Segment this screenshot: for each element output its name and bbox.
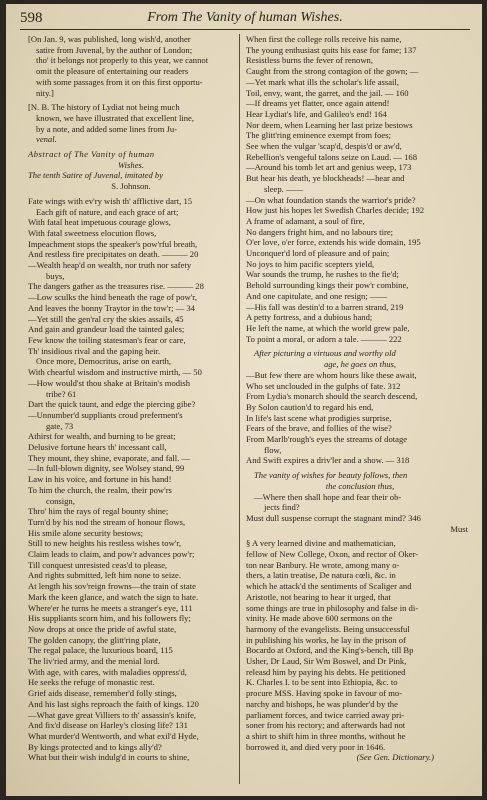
verse-line: —Where then shall hope and fear their ob- bbox=[254, 491, 402, 502]
verse-line: No joys to him pacific scepters yield, bbox=[246, 258, 375, 269]
verse-line: —Around his tomb let art and genius weep, 173 bbox=[246, 162, 412, 173]
intro-note-line: with some passages from it on this first opportu- bbox=[36, 76, 203, 87]
intro-note-line: satire from Juvenal, by the author of London; bbox=[36, 44, 193, 55]
verse-line: In life's last scene what prodigies surprise, bbox=[246, 412, 392, 423]
nb-note-line: by a note, and added some lines from Ju- bbox=[36, 123, 178, 134]
verse-line: But hear his death, ye blockheads! —hear and bbox=[246, 173, 405, 184]
verse-line: —If dreams yet flatter, once again attend! bbox=[246, 98, 390, 109]
footnote-line: procure MSS. Having spoke in favour of mo- bbox=[246, 688, 403, 699]
footnote-line: Usher, Dr Laud, Sir Wm Boswel, and Dr Pink, bbox=[246, 656, 407, 667]
verse-line: The liv'ried army, and the menial lord. bbox=[28, 656, 160, 667]
verse-line: How just his hopes let Swedish Charles decide; 192 bbox=[246, 205, 425, 216]
verse-line: Turn'd by his nod the stream of honour flows, bbox=[28, 516, 186, 527]
verse-line: And Swift expires a driv'ler and a show. — 318 bbox=[246, 455, 410, 466]
verse-line: From Lydia's monarch should the search descend, bbox=[246, 391, 418, 402]
verse-line: Toil, envy, want, the garret, and the jail. — 160 bbox=[246, 87, 409, 98]
nb-note-line: [N. B. The history of Lydiat not being much bbox=[28, 102, 180, 113]
prose-link: the conclusion thus, bbox=[325, 480, 395, 491]
verse-line: They mount, they shine, evaporate, and fall. — bbox=[28, 452, 191, 463]
verse-line: —Low sculks the hind beneath the rage of pow'r, bbox=[28, 292, 197, 303]
footnote-line: a shirt to shift him in three months, without he bbox=[246, 731, 406, 741]
verse-line: —How would'st thou shake at Britain's modish bbox=[28, 377, 191, 388]
verse-line: See when the vulgar 'scap'd, despis'd or aw'd, bbox=[246, 141, 402, 152]
verse-line: He seeks the refuge of monastic rest. bbox=[28, 677, 155, 688]
footnote-line: borrowed it, and died very poor in 1646. bbox=[246, 741, 386, 752]
verse-line: Unconquer'd lord of pleasure and of pain; bbox=[246, 248, 390, 259]
abstract-heading: Abstract of The Vanity of human bbox=[28, 149, 155, 160]
verse-line: Dart the quick taunt, and edge the piercing gibe? bbox=[28, 399, 196, 410]
verse-line: —Yet mark what ills the scholar's life assail, bbox=[246, 76, 399, 87]
verse-line: Caught from the strong contagion of the gown; — bbox=[246, 66, 419, 77]
prose-link: The vanity of wishes for beauty follows, then bbox=[254, 470, 408, 481]
verse-line: To point a moral, or adorn a tale. ——— 222 bbox=[246, 333, 402, 344]
verse-line: Behold surrounding kings their pow'r combine, bbox=[246, 280, 409, 291]
verse-line: Must dull suspense corrupt the stagnant mind? 346 bbox=[246, 512, 421, 523]
verse-line: When first the college rolls receive his name, bbox=[246, 34, 402, 44]
verse-line: Th' insidious rival and the gaping heir. bbox=[28, 345, 161, 356]
verse-line: With age, with cares, with maladies oppress'd, bbox=[28, 666, 187, 677]
footnote-line: narchy and bishops, he was plunder'd by the bbox=[246, 698, 398, 709]
page-number: 598 bbox=[20, 10, 43, 26]
verse-line: buys, bbox=[46, 270, 65, 281]
verse-line: Hear Lydiat's life, and Galileo's end! 164 bbox=[246, 108, 387, 119]
verse-line: A petty fortress, and a dubious hand; bbox=[246, 312, 373, 323]
verse-line: From Marlb'rough's eyes the streams of dotage bbox=[246, 434, 408, 445]
verse-line: And rights submitted, left him none to seize. bbox=[28, 570, 181, 581]
nb-note-line: venal. bbox=[36, 134, 57, 145]
verse-line: Grief aids disease, remember'd folly stings, bbox=[28, 688, 177, 699]
verse-line: Few know the toiling statesman's fear or care, bbox=[28, 334, 186, 345]
verse-line: With fatal sweetness elocution flows, bbox=[28, 227, 157, 238]
verse-line: —But few there are whom hours like these await, bbox=[246, 369, 417, 380]
right-column bbox=[246, 34, 474, 763]
verse-line: Nor deem, when Learning her last prize bestows bbox=[246, 119, 413, 130]
verse-line: And restless fire precipitates on death. ——— 20 bbox=[28, 249, 199, 260]
verse-line: Rebellion's vengeful talons seize on Laud. — 168 bbox=[246, 151, 417, 162]
footnote-line: ton near Banbury. He wrote, among many o- bbox=[246, 559, 400, 570]
verse-line: Impeachment stops the speaker's pow'rful breath, bbox=[28, 238, 198, 249]
left-column bbox=[28, 34, 234, 763]
verse-line: —What gave great Villiers to th' assassin's knife, bbox=[28, 709, 197, 720]
intro-note-line: nity.] bbox=[36, 87, 54, 98]
verse-line: What but their wish indulg'd in courts to shine, bbox=[28, 752, 190, 763]
verse-line: What murder'd Wentworth, and what exil'd Hyde, bbox=[28, 731, 199, 741]
intro-note-line: tho' it belongs not properly to this year, we cannot bbox=[36, 55, 209, 66]
verse-line: With fatal heat impetuous courage glows, bbox=[28, 217, 171, 228]
verse-line: The regal palace, the luxurious board, 115 bbox=[28, 645, 173, 656]
verse-line: And gain and grandeur load the tainted gales; bbox=[28, 324, 185, 335]
footnote-line: parliament forces, and twice carried away pri- bbox=[246, 709, 405, 720]
subtitle-line: The tenth Satire of Juvenal, imitated by bbox=[28, 170, 164, 181]
verse-line: His suppliants scorn him, and his followers fly; bbox=[28, 613, 191, 624]
verse-line: Resistless burns the fever of renown, bbox=[246, 55, 373, 66]
verse-line: Fate wings with ev'ry wish th' afflictive dart, 15 bbox=[28, 195, 193, 206]
footnote-line: Aristotle, not bearing to hear it urged, that bbox=[246, 591, 391, 602]
verse-line: Thro' him the rays of regal bounty shine; bbox=[28, 506, 169, 517]
verse-line: No dangers fright him, and no labours tire; bbox=[246, 226, 394, 237]
intro-note-line: [On Jan. 9, was published, long wish'd, another bbox=[28, 34, 191, 44]
verse-line: And his last sighs reproach the faith of kings. 120 bbox=[28, 698, 199, 709]
nb-note-line: known, we have illustrated that excellent line, bbox=[36, 112, 194, 123]
running-title: From The Vanity of human Wishes. bbox=[147, 10, 343, 25]
verse-line: The golden canopy, the glitt'ring plate, bbox=[28, 634, 161, 645]
prose-link: age, he goes on thus, bbox=[323, 359, 397, 370]
verse-line: sleep. —— bbox=[264, 183, 304, 194]
verse-line: The dangers gather as the treasures rise. ——— 28 bbox=[28, 281, 204, 292]
footnote-line: K. Charles I. to be sent into Ethiopia, &c. to bbox=[246, 677, 398, 688]
verse-line: —Yet still the gen'ral cry the skies assails, 45 bbox=[28, 313, 184, 324]
footnote-line: which he attack'd the sentiments of Scaliger and bbox=[246, 581, 412, 592]
verse-line: Each gift of nature, and each grace of art; bbox=[36, 206, 179, 217]
intro-note-line: omit the pleasure of entertaining our readers bbox=[36, 66, 189, 77]
verse-line: By kings protected and to kings ally'd? bbox=[28, 741, 162, 752]
verse-line: Law in his voice, and fortune in his hand! bbox=[28, 474, 172, 485]
verse-line: War sounds the trump, he rushes to the fie'd; bbox=[246, 269, 399, 280]
footnote-line: soner from his rectory; and afterwards had not bbox=[246, 720, 406, 731]
footnote-line: harmony of the evangelists. Being unsuccessful bbox=[246, 623, 410, 634]
verse-line: At length his sov'reign frowns—the train of state bbox=[28, 581, 196, 592]
verse-line: jects find? bbox=[264, 502, 300, 513]
verse-line: And leaves the bonny Traytor in the tow'r; — 34 bbox=[28, 302, 195, 313]
verse-line: The glitt'ring eminence exempt from foes; bbox=[246, 130, 391, 141]
verse-line: Delusive fortune hears th' incessant call, bbox=[28, 442, 167, 453]
verse-line: Mark the keen glance, and watch the sign to hate. bbox=[28, 591, 199, 602]
verse-line: tribe? 61 bbox=[46, 388, 77, 399]
subtitle-line: S. Johnson. bbox=[111, 181, 151, 192]
verse-line: He left the name, at which the world grew pale, bbox=[246, 322, 410, 333]
book-page bbox=[6, 4, 482, 796]
verse-line: —On what foundation stands the warrior's pride? bbox=[246, 194, 416, 205]
footnote-line: vinity. He made above 600 sermons on the bbox=[246, 613, 393, 624]
prose-link: After picturing a virtuous and worthy old bbox=[254, 348, 396, 359]
page-header bbox=[20, 10, 470, 28]
footnote-citation: (See Gen. Dictionary.) bbox=[356, 752, 434, 763]
verse-line: —His fall was destin'd to a barren strand, 219 bbox=[246, 301, 404, 312]
verse-line: Once more, Democritus, arise on earth, bbox=[36, 356, 172, 367]
verse-line: And one capitulate, and one resign; —— bbox=[246, 290, 388, 301]
footnote-line: thers, a latin treatise, De natura cœli, &c. in bbox=[246, 570, 396, 581]
abstract-heading: Wishes. bbox=[117, 159, 145, 170]
catchword: Must bbox=[450, 523, 468, 534]
column-divider bbox=[239, 34, 240, 784]
footnote-line: some things are true in philosophy and false in di- bbox=[246, 602, 419, 613]
footnote-line: releasd him by paying his debts. He petitioned bbox=[246, 666, 406, 677]
verse-line: Claim leads to claim, and pow'r advances pow'r; bbox=[28, 549, 195, 560]
verse-line: consign, bbox=[46, 495, 75, 506]
verse-line: —Unnumber'd suppliants croud preferment's bbox=[28, 409, 183, 420]
verse-line: With chearful wisdom and instructive mirth, — 50 bbox=[28, 367, 202, 378]
verse-line: His smile alone security bestows; bbox=[28, 527, 144, 538]
header-rule bbox=[20, 29, 470, 30]
verse-line: Fears of the brave, and follies of the wise? bbox=[246, 423, 392, 434]
verse-line: Where'er he turns he meets a stranger's eye, 111 bbox=[28, 602, 193, 613]
verse-line: flow, bbox=[264, 444, 282, 455]
verse-line: gate, 73 bbox=[46, 420, 74, 431]
verse-line: Athirst for wealth, and burning to be great; bbox=[28, 431, 176, 442]
verse-line: —In full-blown dignity, see Wolsey stand, 99 bbox=[28, 463, 185, 474]
verse-line: By Solon caution'd to regard his end, bbox=[246, 401, 374, 412]
verse-line: A frame of adamant, a soul of fire, bbox=[246, 215, 365, 226]
verse-line: To him the church, the realm, their pow'rs bbox=[28, 484, 172, 495]
verse-line: O'er love, o'er force, extends his wide domain, 195 bbox=[246, 237, 421, 248]
verse-line: The young enthusiast quits his ease for fame; 137 bbox=[246, 44, 417, 55]
verse-line: And fix'd disease on Harley's closing life? 131 bbox=[28, 720, 188, 731]
verse-line: Now drops at once the pride of awful state, bbox=[28, 623, 177, 634]
footnote-line: in publishing his works, he lay in the prison of bbox=[246, 634, 406, 645]
verse-line: Till conquest unresisted ceas'd to please, bbox=[28, 559, 168, 570]
footnote-line: Bocardo at Oxford, and the King's-bench, till Bp bbox=[246, 645, 414, 656]
verse-line: Still to new heights his restless wishes tow'r, bbox=[28, 538, 182, 549]
footnote-line: fellow of New College, Oxon, and rector of Oker- bbox=[246, 549, 419, 560]
verse-line: —Wealth heap'd on wealth, nor truth nor safety bbox=[28, 260, 192, 271]
verse-line: Who set unclouded in the gulphs of fate. 312 bbox=[246, 380, 401, 391]
footnote-line: § A very learned divine and mathematician, bbox=[246, 538, 396, 549]
